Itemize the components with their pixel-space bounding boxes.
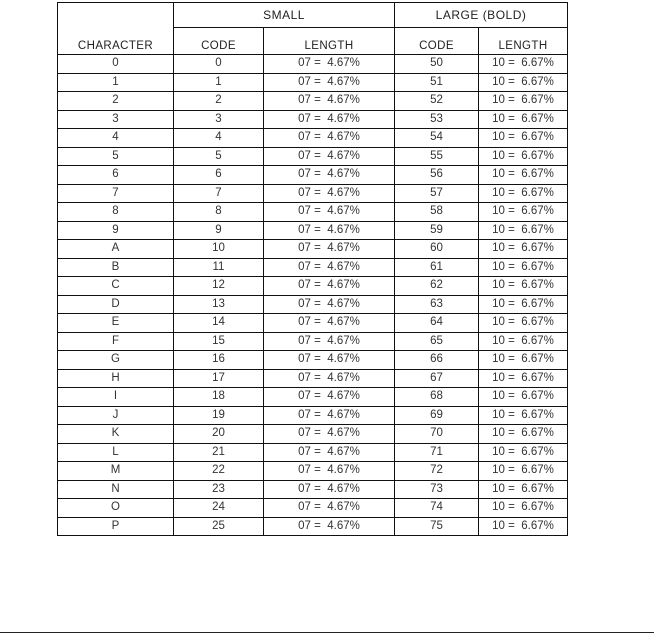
character-cell: A <box>58 240 174 259</box>
character-cell: C <box>58 277 174 296</box>
character-cell: O <box>58 499 174 518</box>
footer-rule <box>0 632 654 633</box>
character-cell: D <box>58 295 174 314</box>
large-code-cell: 70 <box>395 425 479 444</box>
large-code-cell: 61 <box>395 258 479 277</box>
small-code-cell: 21 <box>174 443 264 462</box>
table-row <box>58 369 568 388</box>
large-code-cell: 66 <box>395 351 479 370</box>
small-length-cell: 07 = 4.67% <box>264 499 395 518</box>
large-length-cell: 10 = 6.67% <box>479 369 568 388</box>
small-length-cell: 07 = 4.67% <box>264 184 395 203</box>
large-code-cell: 64 <box>395 314 479 333</box>
table-row <box>58 406 568 425</box>
character-cell: J <box>58 406 174 425</box>
small-length-cell: 07 = 4.67% <box>264 129 395 148</box>
large-code-column-header: CODE <box>395 28 479 55</box>
large-code-cell: 59 <box>395 221 479 240</box>
character-cell: K <box>58 425 174 444</box>
large-length-cell: 10 = 6.67% <box>479 406 568 425</box>
table-row <box>58 147 568 166</box>
character-cell: B <box>58 258 174 277</box>
table-row <box>58 517 568 536</box>
table-row <box>58 110 568 129</box>
table-row <box>58 129 568 148</box>
character-cell: P <box>58 517 174 536</box>
small-code-cell: 6 <box>174 166 264 185</box>
small-code-cell: 16 <box>174 351 264 370</box>
large-group-header: LARGE (BOLD) <box>395 3 568 28</box>
large-code-cell: 54 <box>395 129 479 148</box>
small-code-cell: 13 <box>174 295 264 314</box>
table-row <box>58 314 568 333</box>
large-code-cell: 50 <box>395 55 479 74</box>
small-code-cell: 0 <box>174 55 264 74</box>
character-cell: 7 <box>58 184 174 203</box>
character-cell: G <box>58 351 174 370</box>
column-header-row <box>58 28 568 55</box>
large-length-cell: 10 = 6.67% <box>479 425 568 444</box>
small-length-cell: 07 = 4.67% <box>264 203 395 222</box>
table-row <box>58 499 568 518</box>
character-cell: 5 <box>58 147 174 166</box>
group-header-row <box>58 3 568 28</box>
small-length-cell: 07 = 4.67% <box>264 55 395 74</box>
large-length-cell: 10 = 6.67% <box>479 129 568 148</box>
character-cell: 8 <box>58 203 174 222</box>
small-length-cell: 07 = 4.67% <box>264 425 395 444</box>
small-code-cell: 4 <box>174 129 264 148</box>
table-row <box>58 240 568 259</box>
small-length-cell: 07 = 4.67% <box>264 332 395 351</box>
large-length-cell: 10 = 6.67% <box>479 499 568 518</box>
large-length-cell: 10 = 6.67% <box>479 110 568 129</box>
small-length-cell: 07 = 4.67% <box>264 517 395 536</box>
small-code-cell: 22 <box>174 462 264 481</box>
small-length-cell: 07 = 4.67% <box>264 73 395 92</box>
table-row <box>58 92 568 111</box>
large-code-cell: 68 <box>395 388 479 407</box>
table-row <box>58 55 568 74</box>
large-length-cell: 10 = 6.67% <box>479 258 568 277</box>
large-length-cell: 10 = 6.67% <box>479 240 568 259</box>
small-length-cell: 07 = 4.67% <box>264 462 395 481</box>
small-code-cell: 17 <box>174 369 264 388</box>
small-length-cell: 07 = 4.67% <box>264 240 395 259</box>
table-row <box>58 480 568 499</box>
small-length-cell: 07 = 4.67% <box>264 277 395 296</box>
character-code-table <box>57 2 568 536</box>
large-code-cell: 58 <box>395 203 479 222</box>
large-code-cell: 53 <box>395 110 479 129</box>
table-row <box>58 258 568 277</box>
large-code-cell: 74 <box>395 499 479 518</box>
table-row <box>58 166 568 185</box>
small-length-cell: 07 = 4.67% <box>264 147 395 166</box>
small-code-cell: 19 <box>174 406 264 425</box>
character-cell: I <box>58 388 174 407</box>
small-code-cell: 7 <box>174 184 264 203</box>
large-length-column-header: LENGTH <box>479 28 568 55</box>
small-code-cell: 8 <box>174 203 264 222</box>
character-cell: N <box>58 480 174 499</box>
large-code-cell: 71 <box>395 443 479 462</box>
table-row <box>58 203 568 222</box>
character-cell: 3 <box>58 110 174 129</box>
large-length-cell: 10 = 6.67% <box>479 277 568 296</box>
large-length-cell: 10 = 6.67% <box>479 166 568 185</box>
small-code-cell: 12 <box>174 277 264 296</box>
table-row <box>58 73 568 92</box>
large-code-cell: 51 <box>395 73 479 92</box>
small-group-header: SMALL <box>174 3 395 28</box>
small-code-cell: 23 <box>174 480 264 499</box>
character-cell: 9 <box>58 221 174 240</box>
large-length-cell: 10 = 6.67% <box>479 462 568 481</box>
small-code-cell: 15 <box>174 332 264 351</box>
small-length-cell: 07 = 4.67% <box>264 166 395 185</box>
large-length-cell: 10 = 6.67% <box>479 480 568 499</box>
large-length-cell: 10 = 6.67% <box>479 295 568 314</box>
small-code-cell: 3 <box>174 110 264 129</box>
large-code-cell: 57 <box>395 184 479 203</box>
large-code-cell: 72 <box>395 462 479 481</box>
character-cell: L <box>58 443 174 462</box>
character-cell: 2 <box>58 92 174 111</box>
table-row <box>58 388 568 407</box>
table-row <box>58 351 568 370</box>
character-cell: 4 <box>58 129 174 148</box>
large-code-cell: 73 <box>395 480 479 499</box>
small-code-column-header: CODE <box>174 28 264 55</box>
small-code-cell: 14 <box>174 314 264 333</box>
table-row <box>58 425 568 444</box>
small-length-cell: 07 = 4.67% <box>264 480 395 499</box>
large-code-cell: 60 <box>395 240 479 259</box>
small-length-cell: 07 = 4.67% <box>264 388 395 407</box>
large-code-cell: 63 <box>395 295 479 314</box>
large-length-cell: 10 = 6.67% <box>479 443 568 462</box>
small-length-cell: 07 = 4.67% <box>264 92 395 111</box>
large-length-cell: 10 = 6.67% <box>479 351 568 370</box>
character-cell: M <box>58 462 174 481</box>
table-row <box>58 277 568 296</box>
table-row <box>58 443 568 462</box>
small-length-cell: 07 = 4.67% <box>264 314 395 333</box>
small-length-cell: 07 = 4.67% <box>264 351 395 370</box>
character-cell: 6 <box>58 166 174 185</box>
large-code-cell: 55 <box>395 147 479 166</box>
large-length-cell: 10 = 6.67% <box>479 184 568 203</box>
small-code-cell: 11 <box>174 258 264 277</box>
character-cell: E <box>58 314 174 333</box>
large-length-cell: 10 = 6.67% <box>479 147 568 166</box>
character-cell: 1 <box>58 73 174 92</box>
small-code-cell: 1 <box>174 73 264 92</box>
small-code-cell: 2 <box>174 92 264 111</box>
small-code-cell: 24 <box>174 499 264 518</box>
small-length-column-header: LENGTH <box>264 28 395 55</box>
small-code-cell: 9 <box>174 221 264 240</box>
large-code-cell: 69 <box>395 406 479 425</box>
table-row <box>58 221 568 240</box>
large-length-cell: 10 = 6.67% <box>479 517 568 536</box>
small-code-cell: 20 <box>174 425 264 444</box>
small-code-cell: 18 <box>174 388 264 407</box>
large-code-cell: 75 <box>395 517 479 536</box>
character-cell: 0 <box>58 55 174 74</box>
large-length-cell: 10 = 6.67% <box>479 388 568 407</box>
small-code-cell: 25 <box>174 517 264 536</box>
small-length-cell: 07 = 4.67% <box>264 406 395 425</box>
small-length-cell: 07 = 4.67% <box>264 258 395 277</box>
large-code-cell: 56 <box>395 166 479 185</box>
character-cell: F <box>58 332 174 351</box>
small-length-cell: 07 = 4.67% <box>264 221 395 240</box>
large-length-cell: 10 = 6.67% <box>479 332 568 351</box>
table-row <box>58 462 568 481</box>
character-cell: H <box>58 369 174 388</box>
large-length-cell: 10 = 6.67% <box>479 92 568 111</box>
small-code-cell: 10 <box>174 240 264 259</box>
table-row <box>58 332 568 351</box>
empty-corner-cell <box>58 3 174 28</box>
large-length-cell: 10 = 6.67% <box>479 314 568 333</box>
large-length-cell: 10 = 6.67% <box>479 203 568 222</box>
large-code-cell: 62 <box>395 277 479 296</box>
small-code-cell: 5 <box>174 147 264 166</box>
table-body <box>58 55 568 536</box>
large-length-cell: 10 = 6.67% <box>479 221 568 240</box>
large-length-cell: 10 = 6.67% <box>479 73 568 92</box>
small-length-cell: 07 = 4.67% <box>264 295 395 314</box>
table-row <box>58 184 568 203</box>
large-code-cell: 65 <box>395 332 479 351</box>
large-code-cell: 67 <box>395 369 479 388</box>
small-length-cell: 07 = 4.67% <box>264 110 395 129</box>
large-length-cell: 10 = 6.67% <box>479 55 568 74</box>
small-length-cell: 07 = 4.67% <box>264 369 395 388</box>
large-code-cell: 52 <box>395 92 479 111</box>
table-row <box>58 295 568 314</box>
small-length-cell: 07 = 4.67% <box>264 443 395 462</box>
character-column-header: CHARACTER <box>58 28 174 55</box>
